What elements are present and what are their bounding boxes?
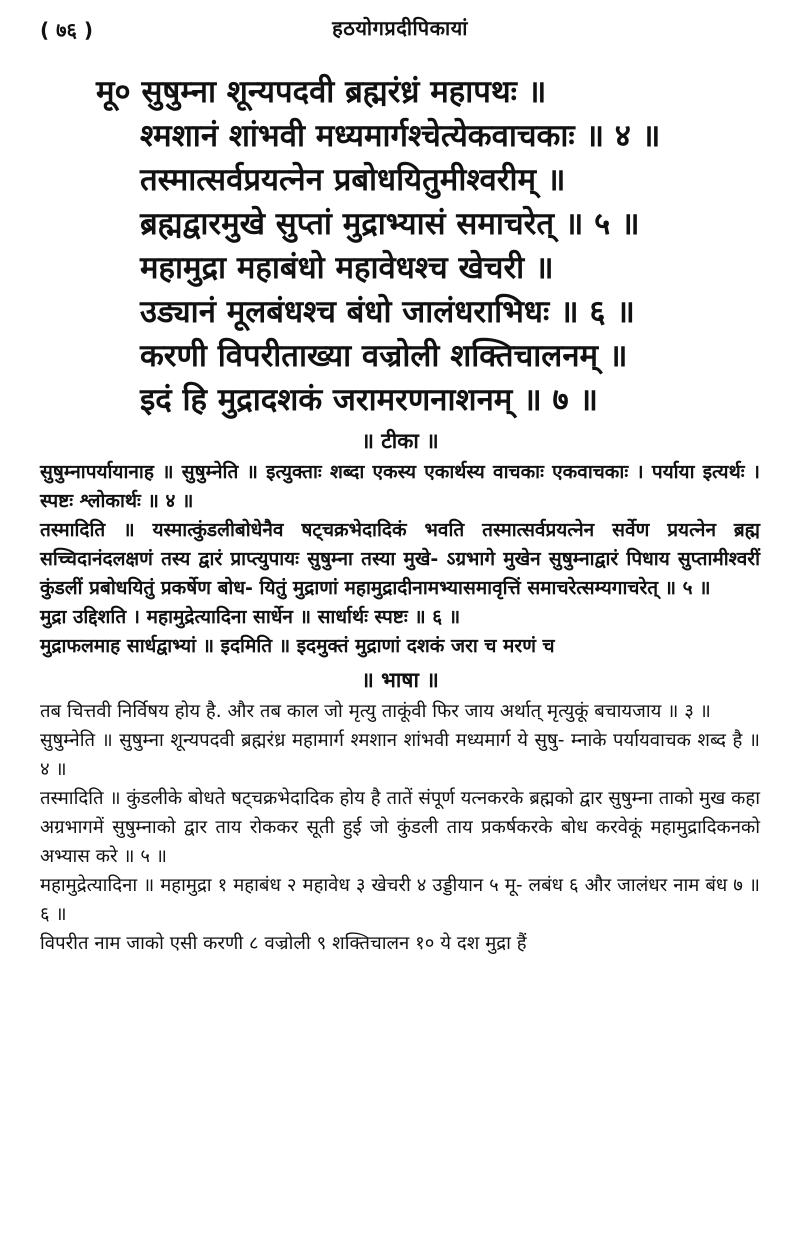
bhasha-paragraph: तब चित्तवी निर्विषय होय है. और तब काल जो मृत्यु ताकूंवी फिर जाय अर्थात् मृत्युकूं बचायजाय ॥ ३ ॥ — [40, 701, 711, 722]
tika-paragraph: मुद्रा उद्दिशति । महामुद्रेत्यादिना सार्धेन ॥ सार्धार्थः स्पष्टः ॥ ६ ॥ — [40, 606, 461, 628]
tika-paragraph: तस्मादिति ॥ यस्मात्कुंडलीबोधेनैव षट्चक्रभेदादिकं भवति तस्मात्सर्वप्रयत्नेन सर्वेण प्रयत्नेन ब्रह्म सच्चिदानंदलक्षणं तस्य द्वारं प्राप्त्युपायः सुषुम्ना तस्या मुखे- ऽग्रभागे मुखेन सुषुम्नाद्वारं पिधाय सुप्तामीश्वरीं कुंडलीं प्रबोधयितुं प्रकर्षेण बोध- यितुं मुद्राणां महामुद्रादीनामभ्यासमावृत्तिं समाचरेत्सम्यगाचरेत् ॥ ५ ॥ — [40, 519, 760, 599]
bhasha-heading: ॥ भाषा ॥ — [361, 668, 439, 692]
sutra-line: श्मशानं शांभवी मध्यमार्गश्चेत्येकवाचकाः ॥ ४ ॥ — [140, 118, 661, 154]
bhasha-paragraph: महामुद्रेत्यादिना ॥ महामुद्रा १ महाबंध २ महावेध ३ खेचरी ४ उड्डीयान ५ मू- लबंध ६ और जालंधर नाम बंध ७ ॥ ६ ॥ — [40, 875, 760, 925]
tika-commentary — [40, 458, 760, 661]
sutra-verses — [40, 70, 760, 422]
bhasha-paragraph: तस्मादिति ॥ कुंडलीके बोधते षट्चक्रभेदादिक होय है तातें संपूर्ण यत्नकरके ब्रह्मको द्वार सुषुम्ना ताको मुख कहा अग्रभागमें सुषुम्नाको द्वार ताय रोककर सूती हुई जो कुंडली ताय प्रकर्षकरके बोध करवेकूं महामुद्रादिकनको अभ्यास करे ॥ ५ ॥ — [40, 788, 760, 867]
sutra-line: मू० सुषुम्ना शून्यपदवी ब्रह्मरंध्रं महापथः ॥ — [96, 74, 547, 110]
bhasha-commentary — [40, 697, 760, 958]
bhasha-paragraph: सुषुम्नेति ॥ सुषुम्ना शून्यपदवी ब्रह्मरंध्र महामार्ग श्मशान शांभवी मध्यमार्ग ये सुषु- म्नाके पर्यायवाचक शब्द है ॥ ४ ॥ — [40, 730, 760, 780]
sutra-line: महामुद्रा महाबंधो महावेधश्च खेचरी ॥ — [140, 250, 554, 286]
page-header — [40, 14, 760, 44]
sutra-line: उड्यानं मूलबंधश्च बंधो जालंधराभिधः ॥ ६ ॥ — [140, 294, 635, 330]
sutra-line: ब्रह्मद्वारमुखे सुप्तां मुद्राभ्यासं समाचरेत् ॥ ५ ॥ — [140, 206, 640, 242]
tika-paragraph: मुद्राफलमाह सार्धद्वाभ्यां ॥ इदमिति ॥ इदमुक्तं मुद्राणां दशकं जरा च मरणं च — [40, 635, 555, 657]
page-number: ( ७६ ) — [40, 18, 94, 42]
sutra-line: तस्मात्सर्वप्रयत्नेन प्रबोधयितुमीश्वरीम् ॥ — [140, 162, 566, 198]
tika-heading: ॥ टीका ॥ — [361, 429, 439, 453]
running-title: हठयोगप्रदीपिकायां — [332, 16, 468, 40]
sutra-line: इदं हि मुद्रादशकं जरामरणनाशनम् ॥ ७ ॥ — [140, 382, 598, 418]
tika-paragraph: सुषुम्नापर्यायानाह ॥ सुषुम्नेति ॥ इत्युक्ताः शब्दा एकस्य एकार्थस्य वाचकाः एकवाचकाः । पर्याया इत्यर्थः । स्पष्टः श्लोकार्थः ॥ ४ ॥ — [40, 461, 760, 512]
sutra-line: करणी विपरीताख्या वज्रोली शक्तिचालनम् ॥ — [140, 338, 628, 374]
bhasha-paragraph: विपरीत नाम जाको एसी करणी ८ वज्रोली ९ शक्तिचालन १० ये दश मुद्रा हैं — [40, 933, 527, 954]
